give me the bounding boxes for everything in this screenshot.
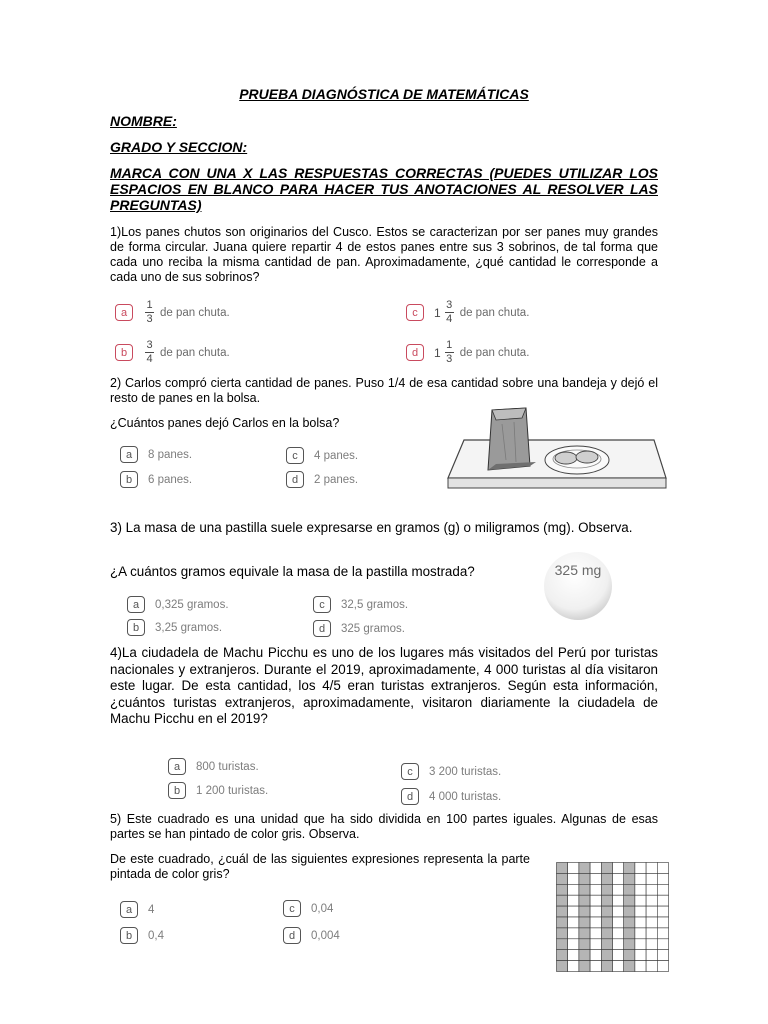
option-letter: b [120,471,138,488]
q1-text: 1)Los panes chutos son originarios del Cusco. Estos se caracterizan por ser panes muy grandes de forma circular. Juana quiere repartir 4 de estos panes entre sus 3 sobrinos, de tal forma que cada uno reciba la misma cantidad de pan. Aproximadamente, ¿qué cantidad le corresponde a cada uno de sus sobrinos? [110,225,658,284]
grid-cell-shaded [624,961,635,972]
grid-cell [590,863,601,874]
option-text: 3,25 gramos. [155,621,223,634]
option-text: 4 [148,903,155,916]
grid-cell-shaded [601,906,612,917]
grid-cell-shaded [601,895,612,906]
grid-cell [635,895,646,906]
grid-cell-shaded [557,928,568,939]
bread-bag-tray-illustration [444,400,668,492]
grid-cell [646,863,657,874]
option-letter: b [115,344,133,361]
option-text: 2 panes. [314,473,359,486]
option-letter: c [313,596,331,613]
option-letter: d [401,788,419,805]
grid-cell [657,917,668,928]
q2-option-d[interactable] [286,471,358,488]
q5-option-b[interactable] [120,927,164,944]
grid-cell [568,884,579,895]
grid-cell [646,884,657,895]
nombre-label: NOMBRE: [110,113,177,129]
grid-cell [635,863,646,874]
option-letter: b [127,619,145,636]
option-text: 6 panes. [148,473,193,486]
option-letter: a [120,901,138,918]
grid-cell [657,873,668,884]
q4-option-b[interactable] [168,782,268,799]
grid-cell-shaded [579,873,590,884]
q2-option-c[interactable] [286,447,358,464]
grid-cell-shaded [579,906,590,917]
option-letter: d [283,927,301,944]
grid-cell [635,928,646,939]
option-letter: a [168,758,186,775]
option-text: de pan chuta. [160,346,230,359]
grid-cell [646,917,657,928]
grid-cell [613,917,624,928]
grid-cell [657,939,668,950]
grid-cell [635,961,646,972]
option-letter: b [120,927,138,944]
numerator: 1 [446,339,453,351]
grid-cell [613,873,624,884]
grid-cell-shaded [579,950,590,961]
q2-text: 2) Carlos compró cierta cantidad de panes. Puso 1/4 de esa cantidad sobre una bandeja y dejó el resto de panes en la bolsa. [110,376,658,405]
grid-cell [613,863,624,874]
grid-cell [646,895,657,906]
grid-cell [568,906,579,917]
grid-cell [646,939,657,950]
grid-cell [568,939,579,950]
grid-cell [657,884,668,895]
option-text: 0,4 [148,929,164,942]
grid-cell [590,895,601,906]
option-letter: a [120,446,138,463]
grid-cell [590,906,601,917]
grid-cell [613,884,624,895]
grid-cell [646,928,657,939]
grid-cell [568,895,579,906]
grid-cell [646,906,657,917]
instructions: MARCA CON UNA X LAS RESPUESTAS CORRECTAS (PUEDES UTILIZAR LOS ESPACIOS EN BLANCO PARA HACER TUS ANOTACIONES AL RESOLVER LAS PREGUNTAS) [110,165,658,213]
option-text: 0,004 [311,929,340,942]
q1-option-d[interactable] [406,340,529,365]
grid-cell [635,939,646,950]
grid-cell-shaded [601,928,612,939]
q3-option-d[interactable] [313,620,405,637]
grid-cell [568,917,579,928]
grid-cell [635,950,646,961]
pill-label: 325 mg [554,562,602,578]
grid-cell-shaded [557,895,568,906]
grid-cell-shaded [601,884,612,895]
grid-cell [590,928,601,939]
grid-cell [590,917,601,928]
grid-cell-shaded [579,863,590,874]
q4-option-d[interactable] [401,788,501,805]
q4-option-c[interactable] [401,763,501,780]
grid-cell [613,950,624,961]
grid-cell-shaded [579,884,590,895]
whole-number: 1 [434,345,441,360]
option-text: de pan chuta. [160,306,230,319]
grid-cell-shaded [557,917,568,928]
option-text: 3 200 turistas. [429,765,502,778]
grid-cell-shaded [557,906,568,917]
grid-cell [590,884,601,895]
q5-question: De este cuadrado, ¿cuál de las siguientes expresiones representa la parte pintada de color gris? [110,852,530,881]
grid-cell [646,950,657,961]
option-text: de pan chuta. [459,346,530,359]
denominator: 3 [446,353,453,365]
q4-text: 4)La ciudadela de Machu Picchu es uno de los lugares más visitados del Perú por turistas nacionales y extranjeros. Durante el 2019, aproximadamente, 4 000 turistas al día visitaron este lugar. De esta cantidad, los 4/5 eran turistas extranjeros. Según esta información, ¿cuántos turistas extranjeros, aproximadamente, visitaron diariamente la ciudadela de Machu Picchu en el 2019? [110,645,658,726]
grid-cell-shaded [557,884,568,895]
grid-cell [657,895,668,906]
grid-cell-shaded [601,939,612,950]
grid-cell-shaded [557,863,568,874]
grid-cell-shaded [624,895,635,906]
denominator: 3 [146,313,153,325]
grid-cell [635,906,646,917]
q5-option-c[interactable] [283,900,333,917]
q4-option-a[interactable] [168,758,259,775]
grid-cell-shaded [579,961,590,972]
grid-cell-shaded [557,950,568,961]
q1-option-b[interactable] [115,340,230,365]
tray-edge [448,478,666,488]
grid-cell-shaded [557,961,568,972]
grid-cell-shaded [579,939,590,950]
option-text: 8 panes. [148,448,193,461]
whole-number: 1 [434,305,441,320]
q5-option-d[interactable] [283,927,340,944]
grid-cell [635,884,646,895]
paper-bag-icon [488,408,536,470]
grid-cell-shaded [624,884,635,895]
grid-cell [568,928,579,939]
q1-option-a[interactable] [115,300,230,325]
option-letter: a [127,596,145,613]
pill-illustration [538,548,618,622]
option-letter: c [283,900,301,917]
option-letter: d [313,620,331,637]
fraction [445,340,454,365]
grid-cell [613,906,624,917]
q1-option-c[interactable] [406,300,529,325]
grid-cell [657,863,668,874]
grid-cell [657,961,668,972]
option-text: 4 000 turistas. [429,790,502,803]
q3-text: 3) La masa de una pastilla suele expresarse en gramos (g) o miligramos (mg). Observa. [110,520,633,535]
q3-option-b[interactable] [127,619,222,636]
grid-cell [613,928,624,939]
option-text: de pan chuta. [459,306,530,319]
grid-cell-shaded [601,873,612,884]
grid-cell-shaded [557,873,568,884]
option-text: 0,325 gramos. [155,598,229,611]
grid-cell-shaded [579,917,590,928]
denominator: 4 [446,313,453,325]
numerator: 3 [446,299,453,311]
grid-cell [568,863,579,874]
grid-cell [635,917,646,928]
q3-option-c[interactable] [313,596,408,613]
grado-seccion-label: GRADO Y SECCION: [110,139,248,155]
option-text: 325 gramos. [341,622,405,635]
grid-cell-shaded [624,873,635,884]
grid-cell-shaded [624,917,635,928]
grid-cell [657,928,668,939]
option-letter: d [286,471,304,488]
grid-cell-shaded [624,939,635,950]
denominator: 4 [146,353,153,365]
grid-cell-shaded [624,863,635,874]
option-letter: d [406,344,424,361]
grid-cell [590,873,601,884]
grid-cell [646,873,657,884]
grid-cell [568,961,579,972]
q2-question: ¿Cuántos panes dejó Carlos en la bolsa? [110,416,340,430]
grid-cell-shaded [624,928,635,939]
q2-option-a[interactable] [120,446,192,463]
fraction [145,340,154,365]
grid-cell [590,950,601,961]
option-letter: b [168,782,186,799]
hundred-square-grid [556,862,669,972]
fraction [145,300,154,325]
grid-cell-shaded [601,917,612,928]
q5-text: 5) Este cuadrado es una unidad que ha sido dividida en 100 partes iguales. Algunas de esas partes se han pintado de color gris. Observa. [110,812,658,841]
plate-with-bread-icon [545,446,609,474]
grid-cell [613,961,624,972]
q3-question: ¿A cuántos gramos equivale la masa de la pastilla mostrada? [110,564,475,579]
fraction [445,300,454,325]
option-letter: c [406,304,424,321]
grid-cell [646,961,657,972]
grid-cell-shaded [601,961,612,972]
option-letter: a [115,304,133,321]
numerator: 3 [146,339,153,351]
grid-cell-shaded [601,863,612,874]
q3-option-a[interactable] [127,596,229,613]
grid-cell [568,950,579,961]
grid-cell [635,873,646,884]
grid-cell-shaded [624,950,635,961]
grid-cell-shaded [579,928,590,939]
grid-cell [613,895,624,906]
q5-option-a[interactable] [120,901,154,918]
numerator: 1 [146,299,153,311]
grid-cell-shaded [601,950,612,961]
option-text: 0,04 [311,902,334,915]
grid-cell-shaded [624,906,635,917]
option-letter: c [401,763,419,780]
grid-cell [657,950,668,961]
grid-cell [590,961,601,972]
grid-cell-shaded [579,895,590,906]
page-title: PRUEBA DIAGNÓSTICA DE MATEMÁTICAS [239,86,529,102]
option-letter: c [286,447,304,464]
option-text: 1 200 turistas. [196,784,269,797]
grid-cell [568,873,579,884]
q2-option-b[interactable] [120,471,192,488]
grid-cell [657,906,668,917]
option-text: 4 panes. [314,449,359,462]
grid-cell-shaded [557,939,568,950]
option-text: 32,5 gramos. [341,598,409,611]
grid-cell [613,939,624,950]
option-text: 800 turistas. [196,760,259,773]
grid-cell [590,939,601,950]
